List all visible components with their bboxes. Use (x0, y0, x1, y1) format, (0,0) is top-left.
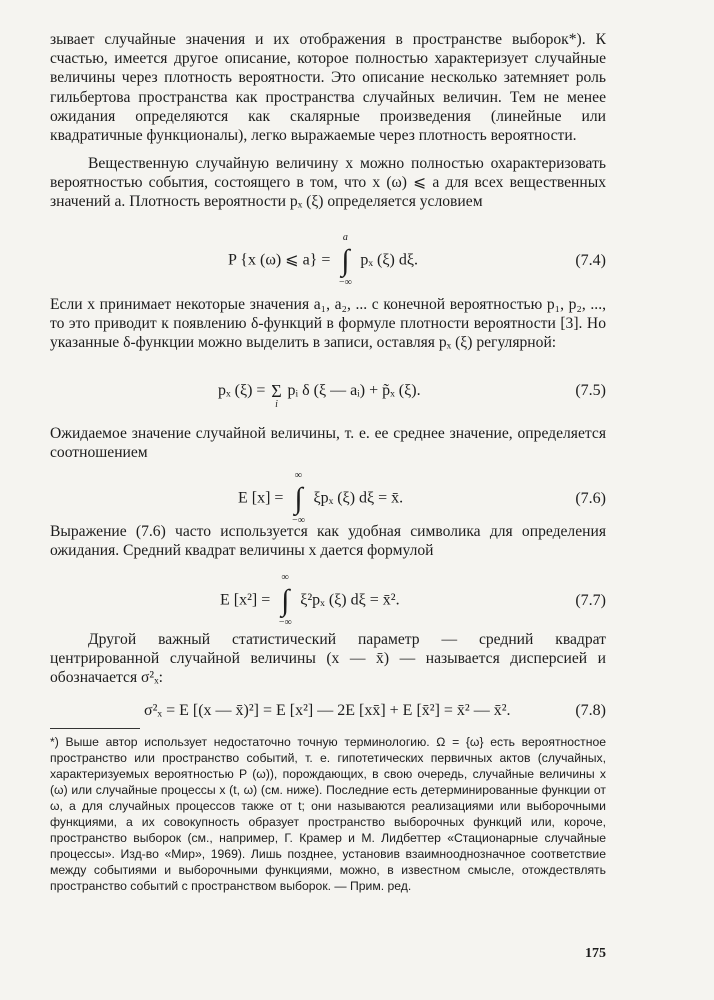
eq-7-6-rhs: ξpₓ (ξ) dξ = x̄. (313, 489, 404, 507)
integral-sign: a ∫ −∞ (336, 246, 354, 276)
equation-7-8 (50, 702, 606, 724)
eq-7-5-sum-index: i (275, 399, 278, 411)
eq-7-7-lower-limit: −∞ (278, 617, 292, 628)
paragraph-expected-value: Ожидаемое значение случайной величины, т. е. ее среднее значение, определяется соотношением (50, 425, 606, 462)
eq-7-4-upper-limit: a (342, 232, 348, 243)
eq-7-7-number: (7.7) (575, 592, 606, 609)
footnote-divider (50, 728, 140, 729)
eq-7-6-number: (7.6) (575, 490, 606, 507)
eq-7-6-lhs: E [x] = (238, 489, 284, 507)
eq-7-7-lhs: E [x²] = (220, 591, 271, 609)
integral-sign: ∞ ∫ −∞ (289, 484, 307, 514)
eq-7-4-lhs: P {x (ω) ⩽ a} = (228, 251, 331, 269)
paragraph-real-variable: Вещественную случайную величину x можно полностью охарактеризовать вероятностью события, состоящего в том, что x (ω) ⩽ a для всех вещественных значений a. Плотность вероятности pₓ (ξ) определяется условием (50, 155, 606, 211)
paragraph-delta-functions: Если x принимает некоторые значения a₁, a₂, ... с конечной вероятностью p₁, p₂, ..., то это приводит к появлению δ-функций в формуле плотности вероятности [3]. Но указанные δ-функции можно выделить в записи, оставляя pₓ (ξ) регулярной: (50, 296, 606, 352)
eq-7-4-number: (7.4) (575, 252, 606, 269)
eq-7-8-expression: σ²ₓ = E [(x — x̄)²] = E [x²] — 2E [xx̄] + E [x̄²] = x̄² — x̄². (144, 702, 511, 719)
eq-7-5-lhs: pₓ (ξ) = (218, 382, 270, 399)
footnote: *) Выше автор использует недостаточно точную терминологию. Ω = {ω} есть вероятностное пространство или пространство событий, т. е. гипотетических первичных актов (случайных, характеризуемых вероятностью P (ω)), порождающих, в свою очередь, случайные величины x (ω) или случайные процессы x (t, ω) (см. ниже). Последние есть детерминированные функции от ω, а для случайных процессов также от t; они называются реализациями или выборочными функциями, а их совокупность образует пространство выборочных функций или, короче, пространство выборок (см., например, Г. Крамер и М. Лидбеттер «Стационарные случайные процессы». Изд-во «Мир», 1969). Лишь позднее, установив взаимнооднозначное соответствие между событиями и выборочными функциями, можно, в известном смысле, отождествлять пространство событий с пространством выборок. — Прим. ред. (50, 735, 606, 893)
eq-7-6-upper-limit: ∞ (294, 470, 303, 481)
eq-7-4-lower-limit: −∞ (339, 277, 352, 288)
page-number: 175 (585, 946, 606, 961)
integral-sign: ∞ ∫ −∞ (276, 586, 294, 616)
eq-7-5-rhs: pᵢ δ (ξ — aᵢ) + p̃ₓ (ξ). (287, 382, 421, 399)
sum-sign: Σ i (271, 381, 282, 411)
paragraph-mean-square: Выражение (7.6) часто используется как удобная символика для определения ожидания. Средний квадрат величины x дается формулой (50, 523, 606, 560)
eq-7-6-lower-limit: −∞ (292, 515, 305, 526)
eq-7-7-upper-limit: ∞ (281, 572, 289, 583)
eq-7-8-number: (7.8) (575, 702, 606, 719)
eq-7-5-number: (7.5) (575, 382, 606, 399)
paragraph-dispersion: Другой важный статистический параметр — средний квадрат центрированной случайной величины (x — x̄) — называется дисперсией и обозначается σ²ₓ: (50, 631, 606, 687)
eq-7-7-rhs: ξ²pₓ (ξ) dξ = x̄². (300, 591, 400, 609)
eq-7-4-rhs: pₓ (ξ) dξ. (360, 251, 418, 269)
paragraph-intro: зывает случайные значения и их отображения в пространстве выборок*). К счастью, имеется другое описание, которое полностью характеризует случайные величины через плотность вероятности. Это описание несколько затемняет роль гильбертова пространства как пространства случайных величин. Тем не менее ожидания определяются как скалярные произведения (линейные или квадратичные функционалы), легко выражаемые через плотность вероятности. (50, 31, 606, 145)
